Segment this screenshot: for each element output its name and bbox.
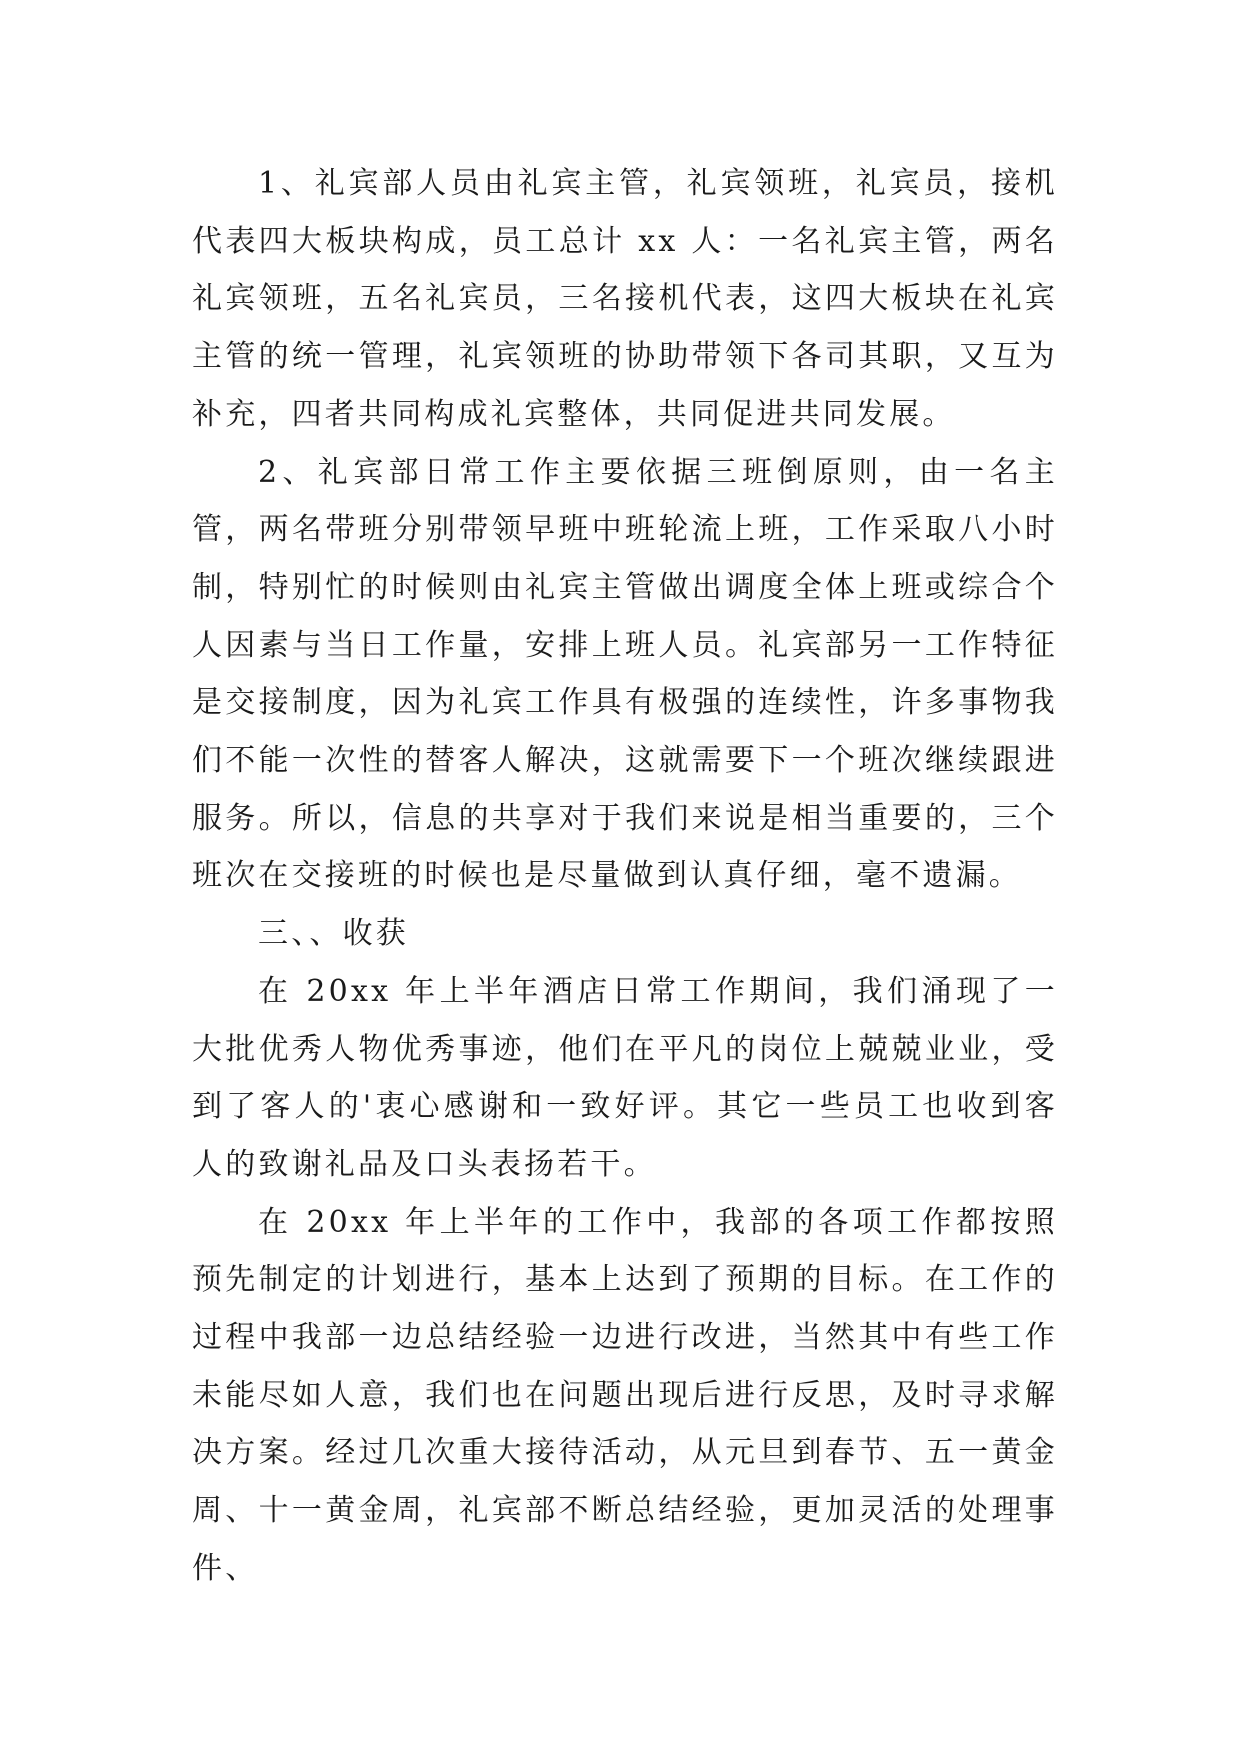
document-body (192, 155, 1058, 1598)
paragraph-work-summary: 在 20xx 年上半年的工作中，我部的各项工作都按照预先制定的计划进行，基本上达到了预期的目标。在工作的过程中我部一边总结经验一边进行改进，当然其中有些工作未能尽如人意，我们也在问题出现后进行反思，及时寻求解决方案。经过几次重大接待活动，从元旦到春节、五一黄金周、十一黄金周，礼宾部不断总结经验，更加灵活的处理事件、 (192, 1204, 1058, 1586)
paragraph-outstanding-staff: 在 20xx 年上半年酒店日常工作期间，我们涌现了一大批优秀人物优秀事迹，他们在平凡的岗位上兢兢业业，受到了客人的'衷心感谢和一致好评。其它一些员工也收到客人的致谢礼品及口头表扬若干。 (192, 973, 1058, 1182)
paragraph-shift-schedule: 2、礼宾部日常工作主要依据三班倒原则，由一名主管，两名带班分别带领早班中班轮流上班，工作采取八小时制，特别忙的时候则由礼宾主管做出调度全体上班或综合个人因素与当日工作量，安排上班人员。礼宾部另一工作特征是交接制度，因为礼宾工作具有极强的连续性，许多事物我们不能一次性的替客人解决，这就需要下一个班次继续跟进服务。所以，信息的共享对于我们来说是相当重要的，三个班次在交接班的时候也是尽量做到认真仔细，毫不遗漏。 (192, 454, 1058, 894)
paragraph-staff-structure: 1、礼宾部人员由礼宾主管，礼宾领班，礼宾员，接机代表四大板块构成，员工总计 xx 人：一名礼宾主管，两名礼宾领班，五名礼宾员，三名接机代表，这四大板块在礼宾主管的统一管理，礼宾领班的协助带领下各司其职，又互为补充，四者共同构成礼宾整体，共同促进共同发展。 (192, 166, 1058, 432)
section-heading-harvest: 三、、收获 (258, 916, 409, 952)
